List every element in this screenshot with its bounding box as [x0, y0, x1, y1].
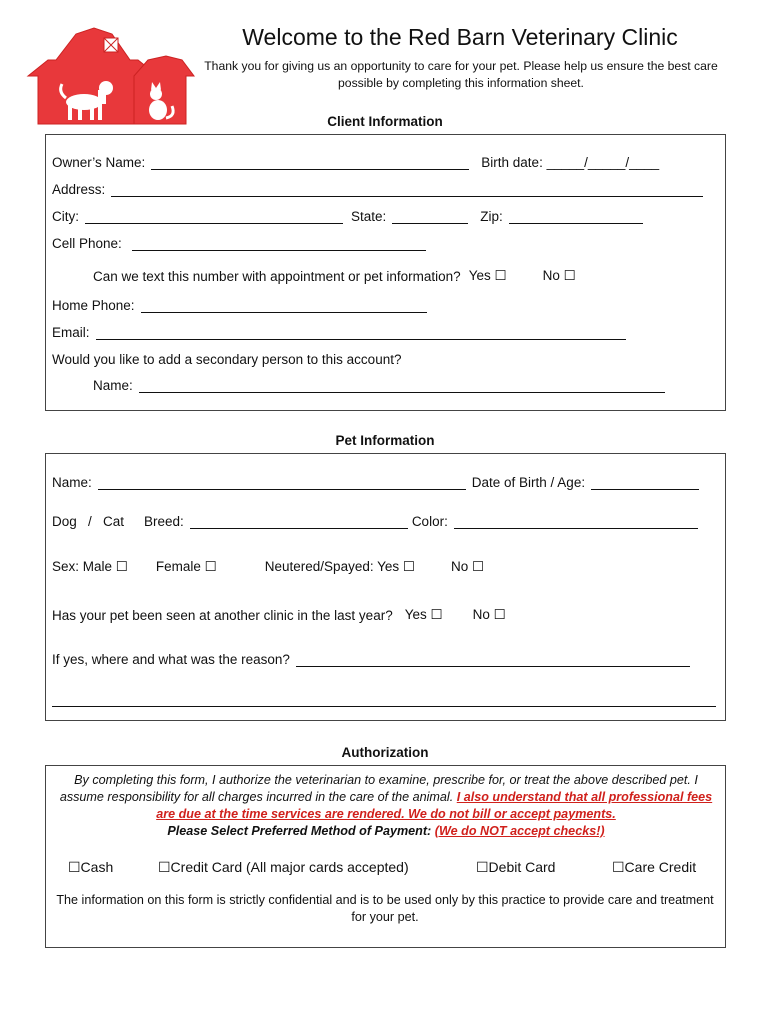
address-field[interactable] — [111, 182, 703, 197]
reason-row: If yes, where and what was the reason? — [52, 652, 690, 667]
confidentiality-notice: The information on this form is strictly confidential and is to be used only by this practice to provide care and treatment for your pet. — [56, 893, 714, 924]
intro-text: Thank you for giving us an opportunity to care for your pet. Please help us ensure the best care possible by completing this information sheet. — [204, 59, 718, 90]
zip-field[interactable] — [509, 209, 643, 224]
payment-care-credit-checkbox[interactable]: ☐Care Credit — [612, 859, 697, 875]
secondary-name-field[interactable] — [139, 378, 665, 393]
no-checks-note: (We do NOT accept checks!) — [434, 824, 605, 838]
secondary-name-row: Name: — [93, 378, 665, 393]
address-row: Address: — [52, 182, 703, 197]
male-checkbox[interactable]: Sex: Male ☐ — [52, 559, 128, 574]
pet-name-field[interactable] — [98, 475, 466, 490]
cell-phone-field[interactable] — [132, 236, 426, 251]
pet-section-title: Pet Information — [335, 433, 435, 448]
payment-credit-card-checkbox[interactable]: ☐Credit Card (All major cards accepted) — [158, 859, 409, 875]
secondary-question: Would you like to add a secondary person to this account? — [52, 352, 402, 367]
pet-info-box — [45, 453, 726, 721]
city-state-zip-row: City: State: Zip: — [52, 209, 643, 224]
authorization-section-title: Authorization — [341, 745, 429, 760]
reason-field[interactable] — [296, 652, 690, 667]
seen-yes-checkbox[interactable]: Yes ☐ — [404, 607, 443, 622]
seen-other-clinic-row: Has your pet been seen at another clinic in the last year? Yes ☐ No ☐ — [52, 607, 506, 623]
page-title: Welcome to the Red Barn Veterinary Clinic — [242, 24, 678, 50]
client-section-title: Client Information — [327, 114, 443, 129]
owner-name-field[interactable] — [151, 155, 469, 170]
clinic-logo — [26, 24, 196, 128]
cell-phone-row: Cell Phone: — [52, 236, 426, 251]
city-field[interactable] — [85, 209, 343, 224]
pet-dob-field[interactable] — [591, 475, 699, 490]
payment-terms: I also understand that all professional fees are due at the time services are rendered. We do not bill or accept payments. — [156, 790, 713, 821]
pet-sex-row — [52, 559, 484, 575]
neutered-no-checkbox[interactable]: No ☐ — [450, 559, 485, 574]
pet-breed-row: Dog / Cat Breed: Color: — [52, 514, 698, 529]
birth-date-field[interactable]: Birth date: _____/_____/____ — [481, 155, 660, 170]
authorization-text: By completing this form, I authorize the veterinarian to examine, prescribe for, or treat the above described pet. I assume responsibility for all charges incurred in the care of the animal. I also understand that all professional fees are due at the time services are rendered. We do not bill or accept payments. Please Select Preferred Method of Payment: (We do NOT accept checks!) — [59, 773, 713, 838]
home-phone-row: Home Phone: — [52, 298, 427, 313]
female-checkbox[interactable]: Female ☐ — [155, 559, 217, 574]
text-no-checkbox[interactable]: No ☐ — [542, 268, 576, 283]
owner-name-row: Owner’s Name: Birth date: _____/_____/____ — [52, 155, 660, 170]
neutered-yes-checkbox[interactable]: Neutered/Spayed: Yes ☐ — [264, 559, 415, 574]
pet-name-row: Name: Date of Birth / Age: — [52, 475, 699, 490]
home-phone-field[interactable] — [141, 298, 427, 313]
reason-field-line-2[interactable] — [52, 692, 716, 707]
breed-field[interactable] — [190, 514, 408, 529]
state-field[interactable] — [392, 209, 468, 224]
text-yes-checkbox[interactable]: Yes ☐ — [468, 268, 507, 283]
email-row: Email: — [52, 325, 626, 340]
seen-no-checkbox[interactable]: No ☐ — [472, 607, 506, 622]
dog-cat-option[interactable]: Dog / Cat — [52, 514, 125, 529]
payment-debit-card-checkbox[interactable]: ☐Debit Card — [476, 859, 556, 875]
email-field[interactable] — [96, 325, 626, 340]
text-permission-row: Can we text this number with appointment or pet information? Yes ☐ No ☐ — [93, 268, 576, 284]
payment-cash-checkbox[interactable]: ☐Cash — [68, 859, 114, 875]
color-field[interactable] — [454, 514, 698, 529]
